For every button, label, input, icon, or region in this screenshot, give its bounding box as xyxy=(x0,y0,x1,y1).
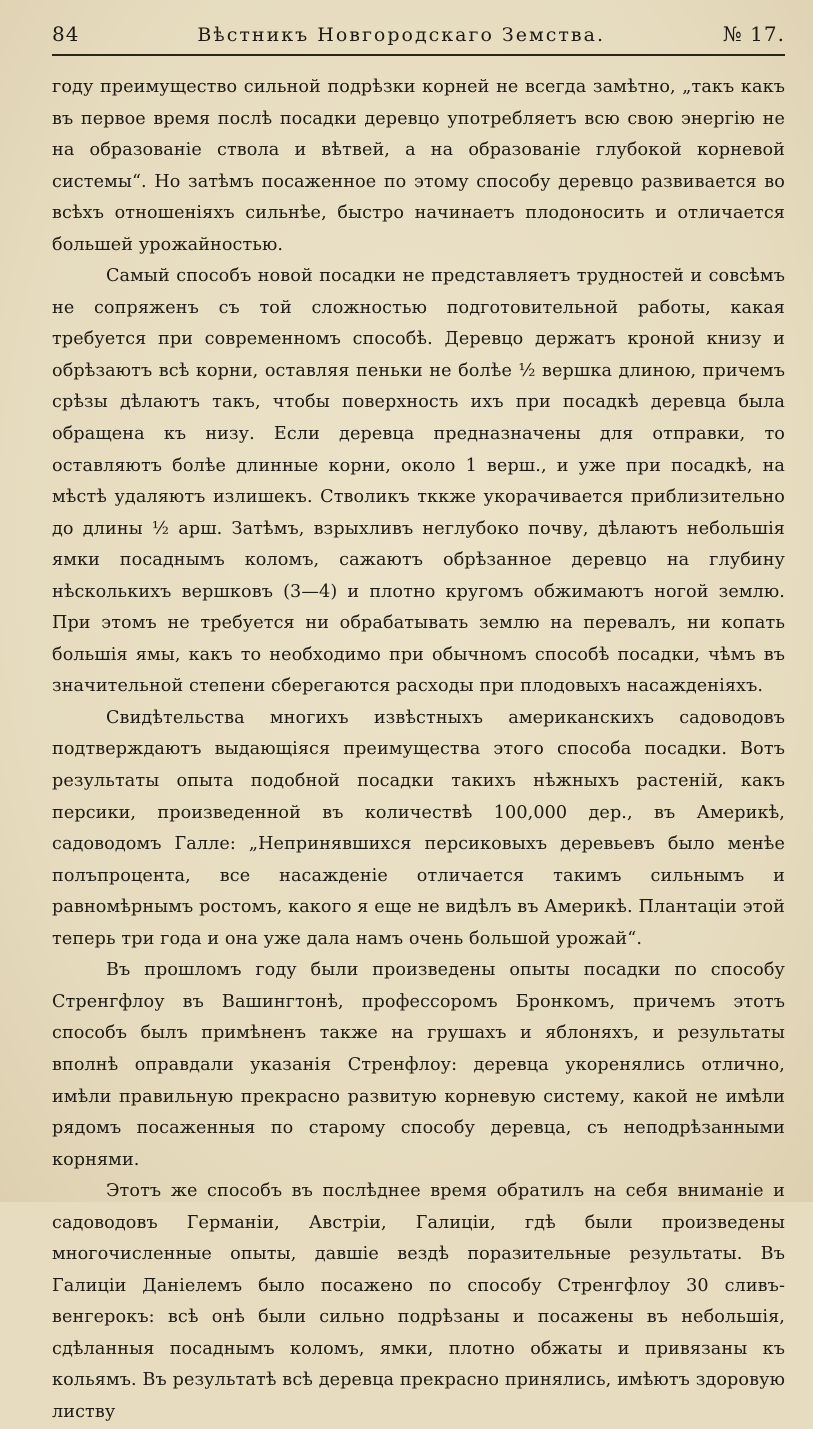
paragraph: Самый способъ новой посадки не представляетъ трудностей и совсѣмъ не сопряженъ съ той сложностью подготовительной работы, какая требуется при современномъ способѣ. Деревцо держатъ кроной книзу и обрѣзаютъ всѣ корни, оставляя пеньки не болѣе ½ вершка длиною, причемъ срѣзы дѣлаютъ такъ, чтобы поверхность ихъ при посадкѣ деревца была обращена къ низу. Если деревца предназначены для отправки, то оставляютъ болѣе длинные корни, около 1 верш., и уже при посадкѣ, на мѣстѣ удаляютъ излишекъ. Стволикъ тккже укорачивается приблизительно до длины ½ арш. Затѣмъ, взрыхливъ неглубоко почву, дѣлаютъ небольшія ямки посаднымъ коломъ, сажаютъ обрѣзанное деревцо на глубину нѣсколькихъ вершковъ (3—4) и плотно кругомъ обжимаютъ ногой землю. При этомъ не требуется ни обрабатывать землю на перевалъ, ни копать большія ямы, какъ то необходимо при обычномъ способѣ посадки, чѣмъ въ значительной степени сберегаются расходы при плодовыхъ насажденіяхъ. xyxy=(52,266,785,697)
paragraph: Въ прошломъ году были произведены опыты посадки по способу Стренгфлоу въ Вашингтонѣ, профессоромъ Бронкомъ, причемъ этотъ способъ былъ примѣненъ также на грушахъ и яблоняхъ, и результаты вполнѣ оправдали указанія Стренфлоу: деревца укоренялись отлично, имѣли правильную прекрасно развитую корневую систему, какой не имѣли рядомъ посаженныя по старому способу деревца, съ неподрѣзанными корнями. xyxy=(52,960,785,1170)
issue-number: № 17. xyxy=(722,22,785,46)
page-number: 84 xyxy=(52,22,80,46)
running-header xyxy=(52,22,785,52)
paragraph: Свидѣтельства многихъ извѣстныхъ американскихъ садоводовъ подтверждаютъ выдающіяся преимущества этого способа посадки. Вотъ результаты опыта подобной посадки такихъ нѣжныхъ растеній, какъ персики, произведенной въ количествѣ 100,000 дер., въ Америкѣ, садоводомъ Галле: „Непринявшихся персиковыхъ деревьевъ было менѣе полъпроцента, все насажденіе отличается такимъ сильнымъ и равномѣрнымъ ростомъ, какого я еще не видѣлъ въ Америкѣ. Плантаціи этой теперь три года и она уже дала намъ очень большой урожай“. xyxy=(52,707,785,949)
paragraph: Этотъ же способъ въ послѣднее время обратилъ на себя вниманіе и садоводовъ Германіи, Австріи, Галиціи, гдѣ были произведены многочисленные опыты, давшіе вездѣ поразительные результаты. Въ Галиціи Даніелемъ было посажено по способу Стренгфлоу 30 сливъ-венгерокъ: всѣ онѣ были сильно подрѣзаны и посажены въ небольшія, сдѣланныя посаднымъ коломъ, ямки, плотно обжаты и привязаны къ кольямъ. Въ результатѣ всѣ деревца прекрасно принялись, имѣютъ здоровую листву xyxy=(52,1181,785,1422)
journal-title: Вѣстникъ Новгородскаго Земства. xyxy=(197,24,605,46)
paragraph: году преимущество сильной подрѣзки корней не всегда замѣтно, „такъ какъ въ первое время послѣ посадки деревцо употребляетъ всю свою энергію не на образованіе ствола и вѣтвей, а на образованіе глубокой корневой системы“. Но затѣмъ посаженное по этому способу деревцо развивается во всѣхъ отношеніяхъ сильнѣе, быстро начинаетъ плодоносить и отличается большей урожайностью. xyxy=(52,77,785,255)
header-rule xyxy=(52,54,785,56)
article-body xyxy=(52,72,785,1429)
